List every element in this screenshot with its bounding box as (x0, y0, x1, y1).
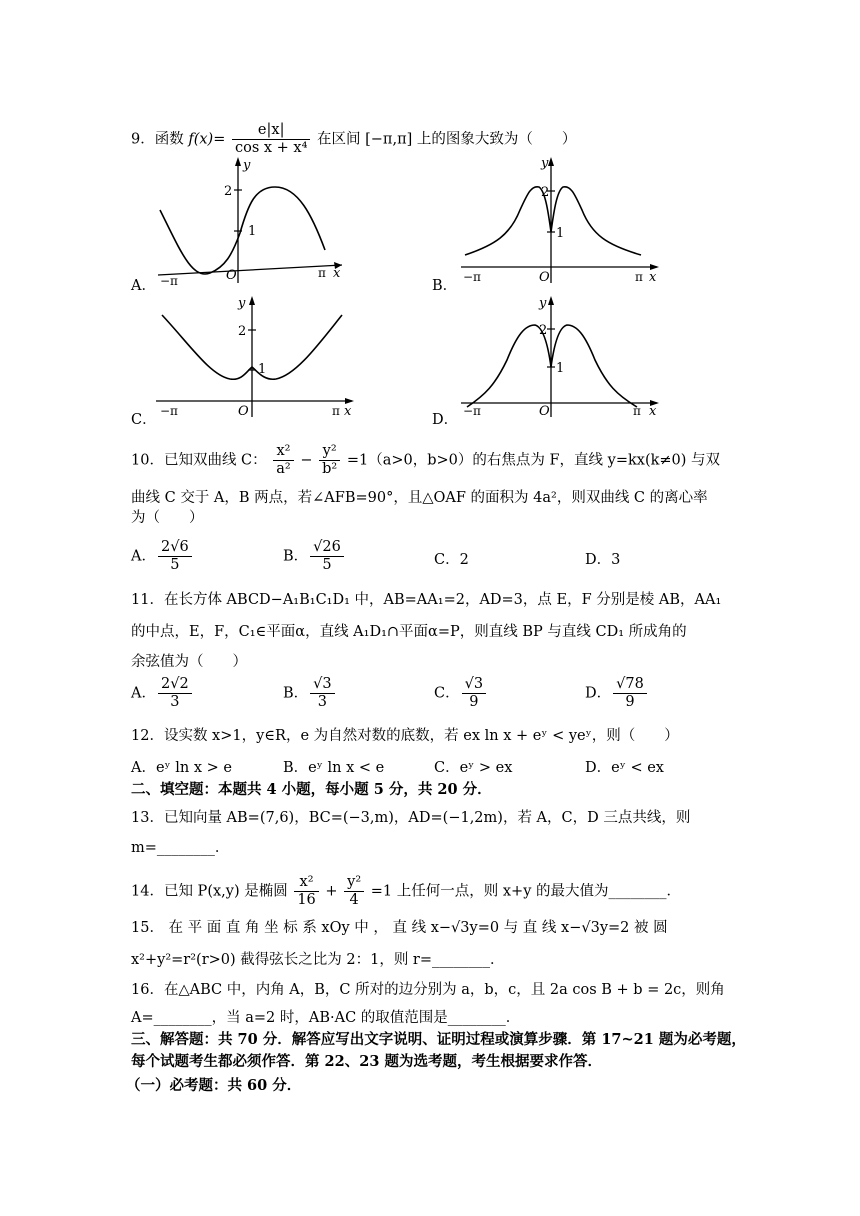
q15-line1: 15． 在 平 面 直 角 坐 标 系 xOy 中 ， 直 线 x−√3y=0 与 直 线 x−√3y=2 被 圆 (131, 920, 668, 936)
q11-line3: 余弦值为（ ） (131, 654, 247, 670)
q10-line2: 曲线 C 交于 A，B 两点，若∠AFB=90°，且△OAF 的面积为 4a²，则双曲线 C 的离心率 (131, 490, 708, 506)
svg-text:x: x (344, 404, 352, 419)
q10-option-c: C．2 (434, 552, 469, 568)
svg-text:π: π (633, 404, 641, 418)
q9-graph-d (455, 295, 665, 420)
q9-fraction: $\frac{e|x|}{\text{cos x + x⁴}}$ (232, 122, 310, 157)
q13-line2: m=________． (131, 840, 230, 856)
q10-option-d: D．3 (585, 552, 621, 568)
svg-text:2: 2 (238, 324, 247, 339)
svg-text:−π: −π (160, 404, 178, 418)
svg-text:O: O (539, 270, 550, 285)
q9-option-b-label: B． (432, 278, 458, 294)
axis-y-label: y (243, 158, 251, 173)
tick-neg-pi: −π (160, 274, 178, 285)
svg-text:x: x (649, 270, 657, 285)
q10-option-b: B． $\frac{√26}{5}$ (283, 539, 346, 574)
q15-line2: x²+y²=r²(r>0) 截得弦长之比为 2：1，则 r=________． (131, 952, 505, 968)
origin-label: O (226, 268, 237, 283)
q12-option-a: A．eʸ ln x > e (131, 760, 233, 776)
q12-option-c: C．eʸ > ex (434, 760, 513, 776)
q11-option-c: C． $\frac{√3}{9}$ (434, 676, 488, 711)
q12-line1: 12．设实数 x>1，y∈R，e 为自然对数的底数，若 ex ln x + eʸ < yeʸ，则（ ） (131, 728, 679, 744)
q9-stem: 9．函数 f(x)= $\frac{e|x|}{\text{cos x + x⁴}}$ 在区间 [−π,π] 上的图象大致为（ ） (131, 122, 577, 156)
svg-text:y: y (541, 156, 549, 171)
svg-text:−π: −π (463, 270, 481, 284)
q10-option-a: A． $\frac{2√6}{5}$ (131, 539, 194, 574)
q9-graph-c (150, 295, 360, 420)
q11-line1: 11．在长方体 ABCD−A₁B₁C₁D₁ 中，AB=AA₁=2，AD=3，点 E，F 分别是棱 AB，AA₁ (131, 592, 722, 608)
tick-2: 2 (224, 184, 233, 199)
svg-text:π: π (635, 270, 643, 284)
q12-option-d: D．eʸ < ex (585, 760, 664, 776)
q16-line1: 16．在△ABC 中，内角 A，B，C 所对的边分别为 a，b，c，且 2a cos B + b = 2c，则角 (131, 982, 725, 998)
q9-graph-a (150, 155, 350, 285)
q14-line1: 14．已知 P(x,y) 是椭圆 $\frac{\text{x²}}{16}$ + $\frac{\text{y²}}{4}$ =1 上任何一点，则 x+y 的最大值为________． (131, 874, 682, 908)
svg-text:O: O (539, 404, 550, 419)
section-3-heading-line1: 三、解答题：共 70 分．解答应写出文字说明、证明过程或演算步骤．第 17~21 题为必考题， (131, 1031, 746, 1048)
svg-text:−π: −π (463, 404, 481, 418)
q16-line2: A=________，当 a=2 时，AB·AC 的取值范围是________． (131, 1010, 521, 1026)
tick-1: 1 (248, 224, 257, 239)
tick-pi: π (318, 266, 326, 280)
svg-text:1: 1 (556, 361, 565, 376)
q10-line3: 为（ ） (131, 510, 204, 526)
section-3-subheading: （一）必考题：共 60 分． (126, 1077, 302, 1094)
q9-option-c-label: C． (131, 412, 157, 428)
q9-graph-b (455, 155, 665, 285)
q10-line1: 10．已知双曲线 C： $\frac{\text{x²}}{\text{a²}}$ − $\frac{\text{y²}}{\text{b²}}$ =1（a>0，b>0）的右焦点为 F，直线 y=kx(k≠0) 与双 (131, 443, 721, 477)
section-3-heading-line2: 每个试题考生都必须作答．第 22、23 题为选考题，考生根据要求作答． (131, 1053, 602, 1070)
svg-text:y: y (539, 296, 547, 311)
q11-option-a: A． $\frac{2√2}{3}$ (131, 676, 194, 711)
svg-text:y: y (238, 296, 246, 311)
q9-option-a-label: A． (131, 278, 156, 294)
q11-option-d: D． $\frac{√78}{9}$ (585, 676, 649, 711)
svg-text:2: 2 (539, 323, 548, 338)
q11-line2: 的中点，E，F，C₁∈平面α，直线 A₁D₁∩平面α=P，则直线 BP 与直线 CD₁ 所成角的 (131, 624, 687, 640)
q13-line1: 13．已知向量 AB=(7,6)，BC=(−3,m)，AD=(−1,2m)，若 A，C，D 三点共线，则 (131, 810, 691, 826)
q12-option-b: B．eʸ ln x < e (283, 760, 385, 776)
svg-text:1: 1 (556, 226, 565, 241)
svg-text:π: π (332, 404, 340, 418)
svg-text:1: 1 (258, 362, 267, 377)
section-2-heading: 二、填空题：本题共 4 小题，每小题 5 分，共 20 分． (131, 781, 492, 798)
svg-text:2: 2 (541, 185, 550, 200)
svg-text:x: x (649, 404, 657, 419)
svg-text:O: O (238, 404, 249, 419)
q9-option-d-label: D． (432, 412, 459, 428)
q11-option-b: B． $\frac{√3}{3}$ (283, 676, 337, 711)
axis-x-label: x (333, 266, 341, 281)
